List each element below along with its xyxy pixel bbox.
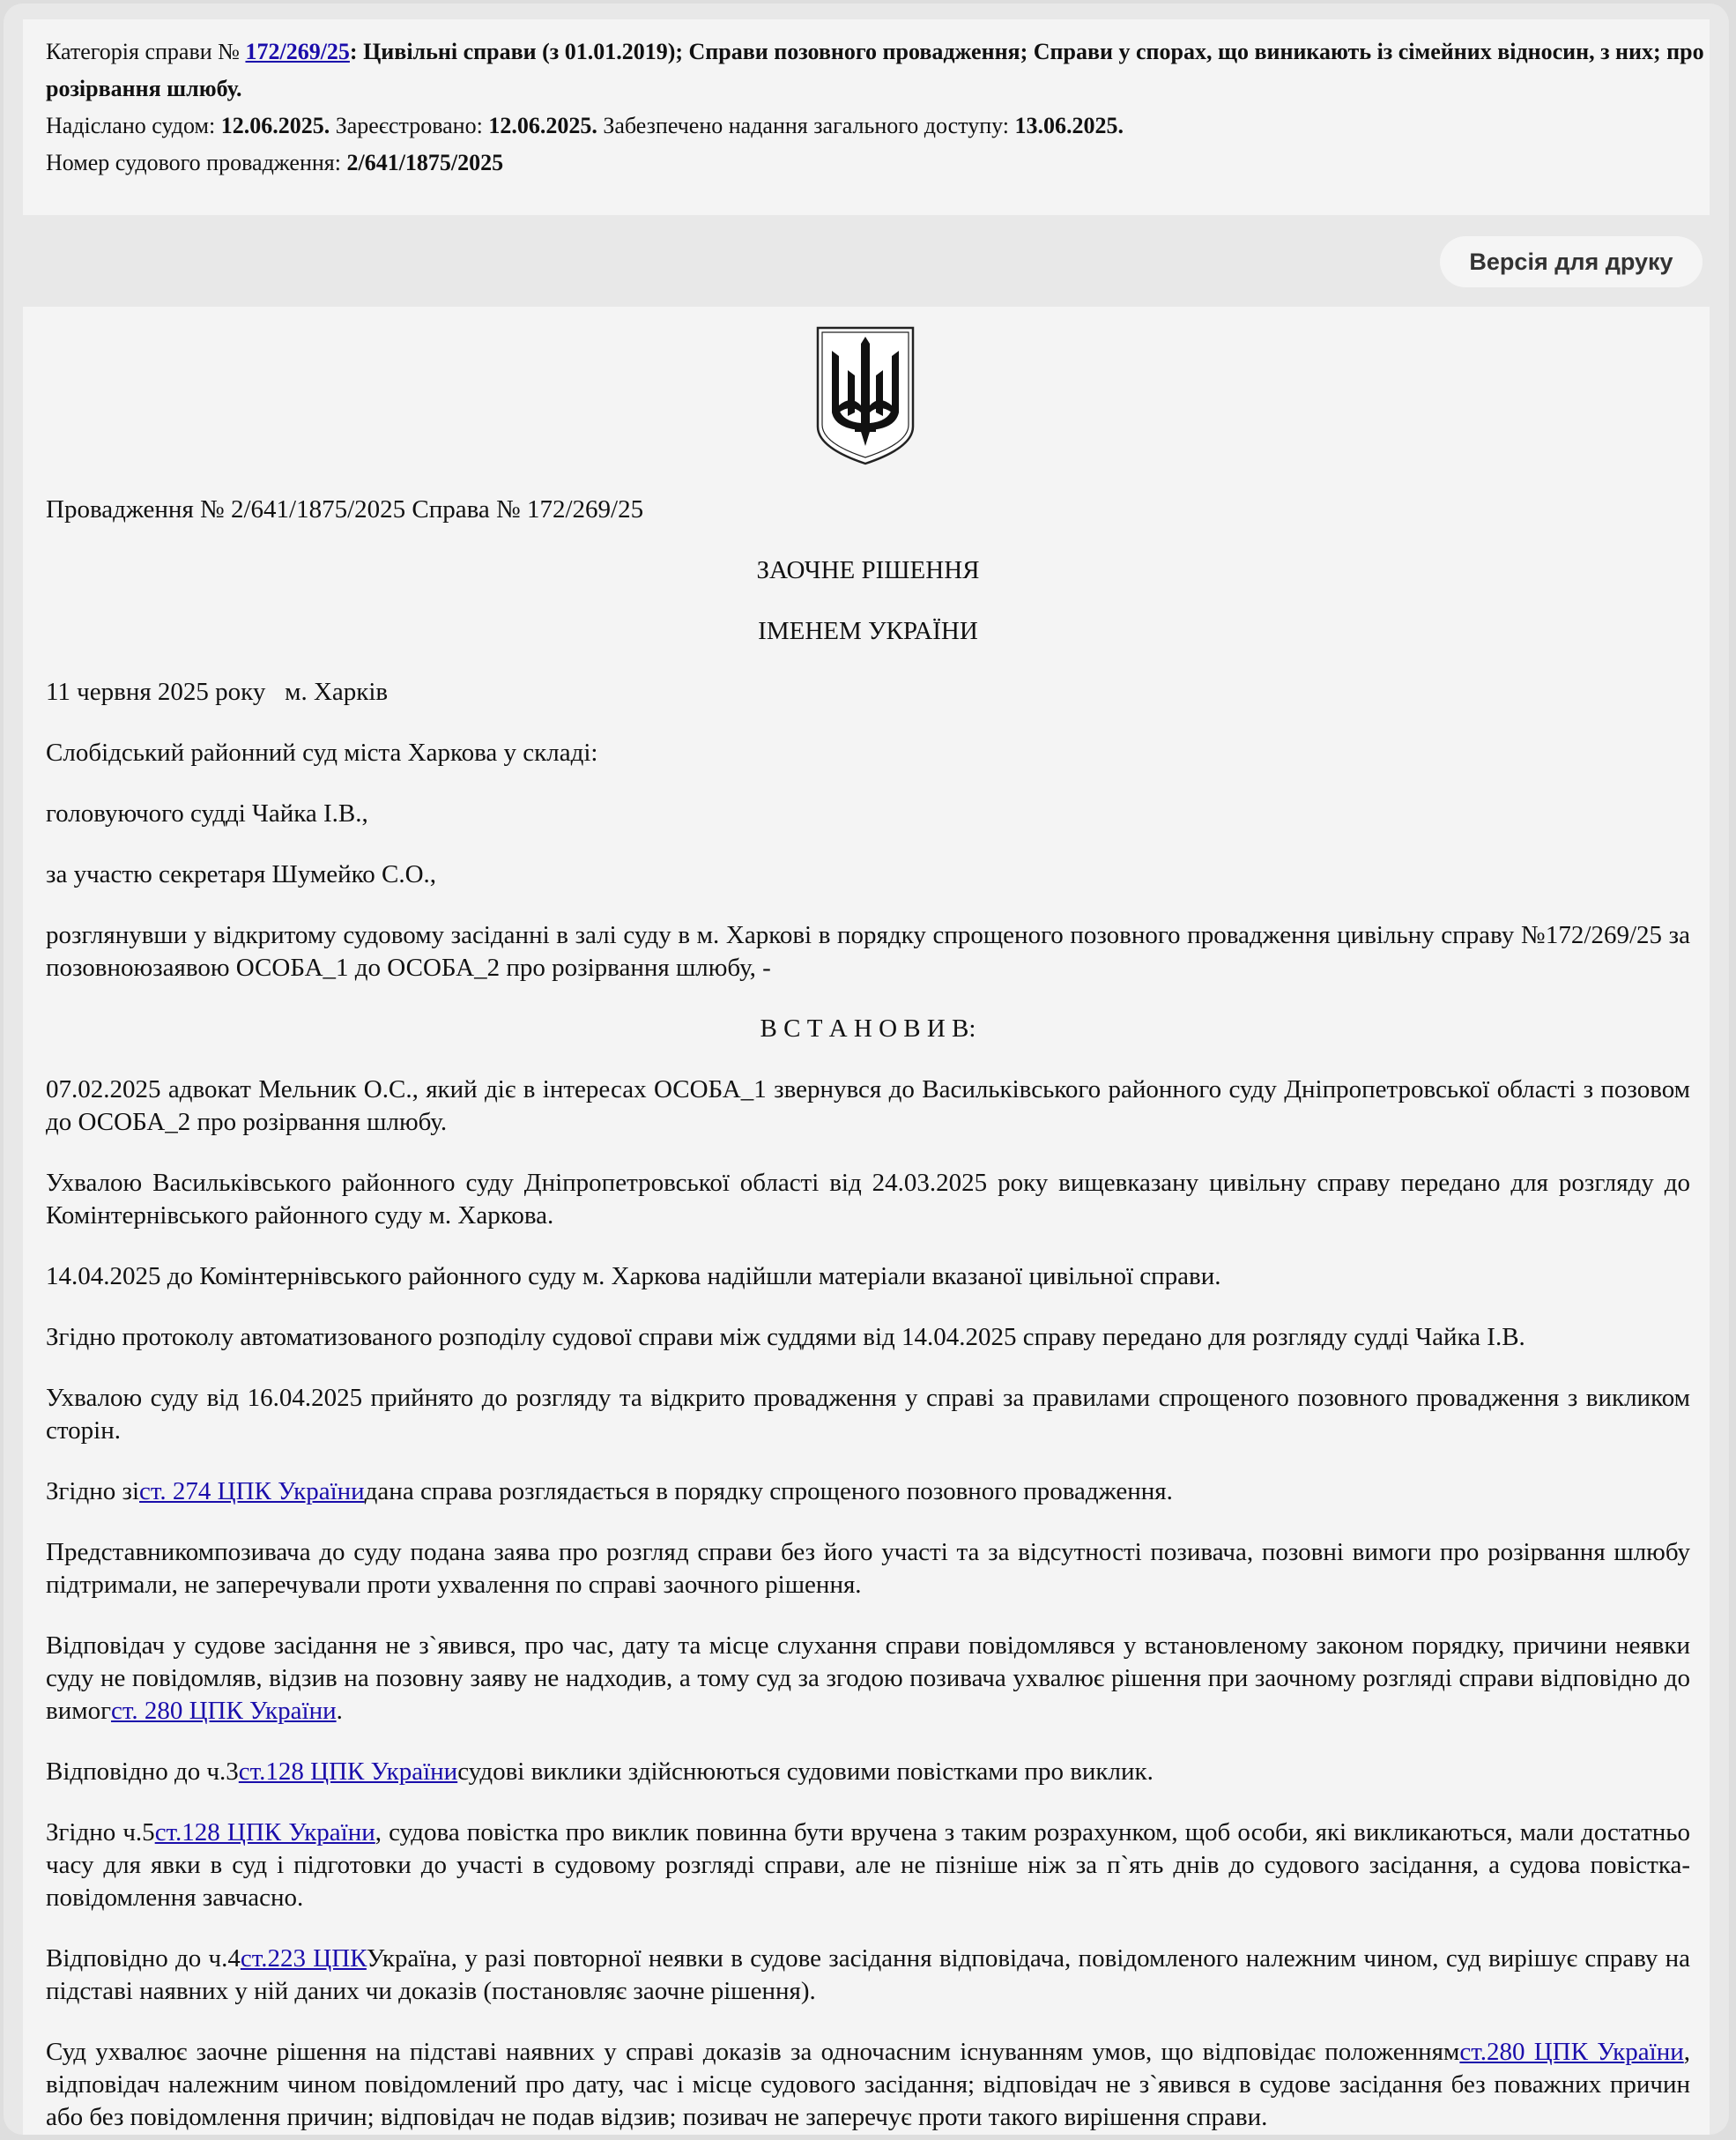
law-link-art-128[interactable]: ст.128 ЦПК України: [238, 1757, 458, 1786]
paragraph-9-text: Відповідно до ч.3: [46, 1757, 239, 1786]
paragraph-10-text: Згідно ч.5: [46, 1818, 155, 1846]
paragraph-6: [46, 1475, 1690, 1508]
paragraph-10: [46, 1817, 1690, 1914]
paragraph-9: [46, 1756, 1690, 1788]
established-heading: В С Т А Н О В И В:: [760, 1014, 976, 1043]
date-place: 11 червня 2025 року м. Харків: [46, 678, 389, 706]
dates-line: [46, 108, 1710, 145]
public-access-date: 13.06.2025.: [1014, 113, 1124, 138]
proceeding-number: 2/641/1875/2025: [346, 150, 504, 175]
sent-date: 12.06.2025.: [220, 113, 330, 138]
court-secretary: за участю секретаря Шумейко С.О.,: [46, 860, 437, 888]
law-link-art-223[interactable]: ст.223 ЦПК: [240, 1944, 367, 1973]
case-metadata-panel: [23, 19, 1710, 215]
case-category-text: : Цивільні справи (з 01.01.2019); Справи позовного провадження; Справи у спорах, що виникають із сімейних відносин, з них; про розірвання шлюбу.: [46, 39, 1704, 101]
print-toolbar: [4, 215, 1729, 305]
print-version-button[interactable]: Версія для друку: [1440, 236, 1703, 287]
paragraph-8-text-end: .: [336, 1697, 343, 1725]
paragraph-12-text: Суд ухвалює заочне рішення на підставі наявних у справі доказів за одночасним існуванням умов, що відповідає положенням: [46, 2038, 1460, 2066]
decision-title: ЗАОЧНЕ РІШЕННЯ: [756, 556, 980, 584]
paragraph-8: [46, 1630, 1690, 1728]
paragraph-6-text: Згідно зі: [46, 1477, 140, 1505]
proceeding-line: [46, 145, 1710, 182]
paragraph-10-text-end: , судова повістка про виклик повинна бути вручена з таким розрахунком, щоб особи, які викликаються, мали достатньо часу для явки в суд і підготовки до участі в судовому розгляді справи, але не пізніше ніж за п`ять днів до судового засідання, а судова повістка-повідомлення завчасно.: [46, 1818, 1691, 1912]
paragraph-9-text-end: судові виклики здійснюються судовими повістками про виклик.: [457, 1757, 1154, 1786]
paragraph-7: Представникомпозивача до суду подана заява про розгляд справи без його участі та за відсутності позивача, позовні вимоги про розірвання шлюбу підтримали, не заперечували проти ухвалення по справі заочного рішення.: [46, 1538, 1690, 1599]
decision-subtitle: ІМЕНЕМ УКРАЇНИ: [758, 617, 978, 645]
paragraph-2: Ухвалою Васильківського районного суду Дніпропетровської області від 24.03.2025 року вищевказану цивільну справу передано для розгляду до Комінтернівського районного суду м. Харкова.: [46, 1169, 1690, 1230]
page-frame: [4, 4, 1729, 2135]
law-link-art-280[interactable]: ст. 280 ЦПК України: [110, 1697, 337, 1725]
law-link-art-274[interactable]: ст. 274 ЦПК України: [139, 1477, 365, 1505]
sent-label: Надіслано судом:: [46, 113, 216, 138]
paragraph-11: [46, 1943, 1690, 2008]
paragraph-11-text-end: Україна, у разі повторної неявки в судове засідання відповідача, повідомленого належним чином, суд вирішує справу на підставі наявних у ній даних чи доказів (постановляє заочне рішення).: [46, 1944, 1690, 2005]
decision-document: [23, 307, 1710, 2135]
court-composition: Слобідський районний суд міста Харкова у складі:: [46, 739, 598, 767]
case-category-line: [46, 33, 1710, 108]
paragraph-1: 07.02.2025 адвокат Мельник О.С., який діє в інтересах ОСОБА_1 звернувся до Васильківського районного суду Дніпропетровської області з позовом до ОСОБА_2 про розірвання шлюбу.: [46, 1075, 1690, 1136]
registered-label: Зареєстровано:: [335, 113, 483, 138]
case-number-link[interactable]: 172/269/25: [245, 39, 350, 64]
case-numbers: Провадження № 2/641/1875/2025 Справа № 172/269/25: [46, 495, 644, 524]
presiding-judge: головуючого судді Чайка І.В.,: [46, 799, 368, 828]
paragraph-11-text: Відповідно до ч.4: [46, 1944, 241, 1973]
proceeding-label: Номер судового провадження:: [46, 150, 341, 175]
case-category-label: Категорія справи №: [46, 39, 240, 64]
paragraph-12-text-end: , відповідач належним чином повідомлений про дату, час і місце судового засідання; відповідач не з`явився в судове засідання без поважних причин або без повідомлення причин; відповідач не подав відзив; позивач не заперечує проти такого вирішення справи.: [46, 2038, 1690, 2131]
paragraph-8-text: Відповідач у судове засідання не з`явився, про час, дату та місце слухання справи повідомлявся у встановленому законом порядку, причини неявки суду не повідомляв, відзив на позовну заяву не надходив, а тому суд за згодою позивача ухвалює рішення при заочному розгляді справи відповідно до вимог: [46, 1631, 1690, 1725]
paragraph-5: Ухвалою суду від 16.04.2025 прийнято до розгляду та відкрито провадження у справі за правилами спрощеного позовного провадження з викликом сторін.: [46, 1384, 1690, 1445]
introductory-paragraph: розглянувши у відкритому судовому засіданні в залі суду в м. Харкові в порядку спрощеного позовного провадження цивільну справу №172/269/25 за позовноюзаявою ОСОБА_1 до ОСОБА_2 про розірвання шлюбу, -: [46, 921, 1690, 982]
paragraph-6-text-end: дана справа розглядається в порядку спрощеного позовного провадження.: [364, 1477, 1173, 1505]
decision-text: [46, 494, 1690, 2135]
trident-icon: [812, 324, 918, 467]
law-link-art-128-part-5[interactable]: ст.128 ЦПК України: [154, 1818, 375, 1846]
public-access-label: Забезпечено надання загального доступу:: [603, 113, 1009, 138]
law-link-art-280-second[interactable]: ст.280 ЦПК України: [1459, 2038, 1684, 2066]
paragraph-3: 14.04.2025 до Комінтернівського районного суду м. Харкова надійшли матеріали вказаної цивільної справи.: [46, 1262, 1221, 1290]
paragraph-4: Згідно протоколу автоматизованого розподілу судової справи між суддями від 14.04.2025 справу передано для розгляду судді Чайка І.В.: [46, 1323, 1525, 1351]
registered-date: 12.06.2025.: [488, 113, 597, 138]
paragraph-12: [46, 2036, 1690, 2134]
